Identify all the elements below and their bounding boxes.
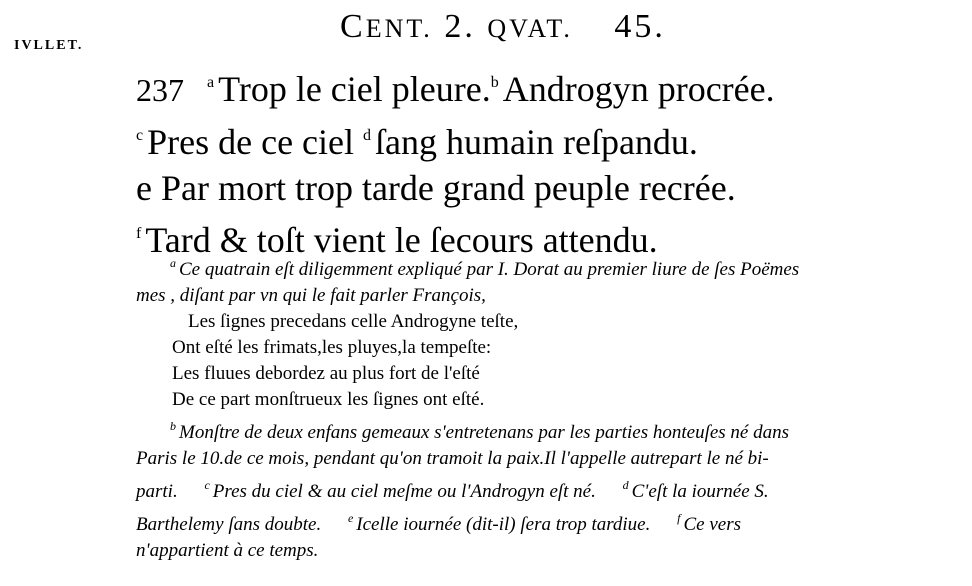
quatrain-number: 237: [136, 72, 184, 108]
commentary-c-text: Pres du ciel & au ciel meſme ou l'Androgyn eſt né.: [212, 481, 596, 502]
commentary-mark-b: b: [170, 419, 176, 433]
commentary-b-text-3: parti.: [136, 481, 178, 502]
quatrain-line-4-text: Tard & toſt vient le ſecours attendu.: [145, 220, 658, 260]
quatrain-line-3-text: Par mort trop tarde grand peuple recrée.: [160, 168, 736, 208]
running-head-quat: QVAT.: [487, 14, 573, 43]
quatrain-line-1-text-a: Trop le ciel pleure.: [218, 69, 491, 109]
quatrain-line-1-text-b: Androgyn procrée.: [502, 69, 775, 109]
commentary-f-text: Ce vers: [683, 514, 741, 535]
running-head-cent: ENT.: [365, 14, 433, 43]
commentary-a-line-1: [136, 250, 956, 283]
commentary-d-text: C'eſt la iournée S.: [631, 481, 769, 502]
verse-line-4: De ce part monſtrueux les ſignes ont eſté.: [172, 389, 485, 410]
margin-month-note: IVLLET.: [14, 38, 84, 53]
note-mark-d: d: [363, 127, 372, 144]
verse-line-3: Les fluues debordez au plus fort de l'eſté: [172, 363, 480, 384]
quatrain-line-3: [136, 165, 775, 211]
quatrain-line-2-text-b: ſang humain reſpandu.: [375, 122, 698, 162]
commentary-d-line-2: [136, 505, 956, 538]
commentary-b-line-3: [136, 472, 956, 505]
note-mark-e: e: [136, 168, 152, 208]
quatrain-line-2-text-a: Pres de ce ciel: [147, 122, 355, 162]
quatrain: [136, 60, 775, 263]
commentary-mark-f: f: [677, 511, 681, 525]
commentary-a-text-1: Ce quatrain eſt diligemment expliqué par I. Dorat au premier liure de ſes Poëmes: [179, 259, 800, 280]
commentary-mark-e: e: [347, 511, 354, 525]
commentary-mark-d: d: [622, 478, 629, 492]
commentary-mark-c: c: [204, 478, 210, 492]
commentary-a-line-2: mes , diſant par vn qui le fait parler François,: [136, 285, 486, 306]
note-mark-a: a: [207, 74, 215, 91]
quatrain-line-2: [136, 113, 775, 165]
running-head-cent-initial: C: [340, 8, 366, 45]
verse-line-2: Ont eſté les frimats,les pluyes,la tempeſte:: [172, 337, 492, 358]
quatrain-line-1: [136, 60, 775, 113]
commentary: [136, 250, 956, 564]
running-head: [340, 8, 666, 46]
commentary-e-text: Icelle iournée (dit-il) ſera trop tardiue.: [356, 514, 651, 535]
commentary-f-line-2: n'appartient à ce temps.: [136, 540, 319, 561]
running-head-page-number: 45.: [614, 8, 666, 45]
note-mark-c: c: [136, 127, 144, 144]
note-mark-f: f: [136, 225, 142, 242]
verse-line-1: Les ſignes precedans celle Androgyne teſte,: [188, 311, 519, 332]
running-head-century-number: 2.: [444, 8, 476, 45]
note-mark-b: b: [490, 74, 499, 91]
commentary-b-text-1: Monſtre de deux enfans gemeaux s'entretenans par les parties honteuſes né dans: [179, 422, 790, 443]
commentary-d-text-2: Barthelemy ſans doubte.: [136, 514, 322, 535]
commentary-mark-a: a: [170, 256, 176, 270]
commentary-b-line-1: [136, 413, 956, 446]
commentary-b-line-2: Paris le 10.de ce mois, pendant qu'on tramoit la paix.Il l'appelle autrepart le né bi-: [136, 448, 769, 469]
